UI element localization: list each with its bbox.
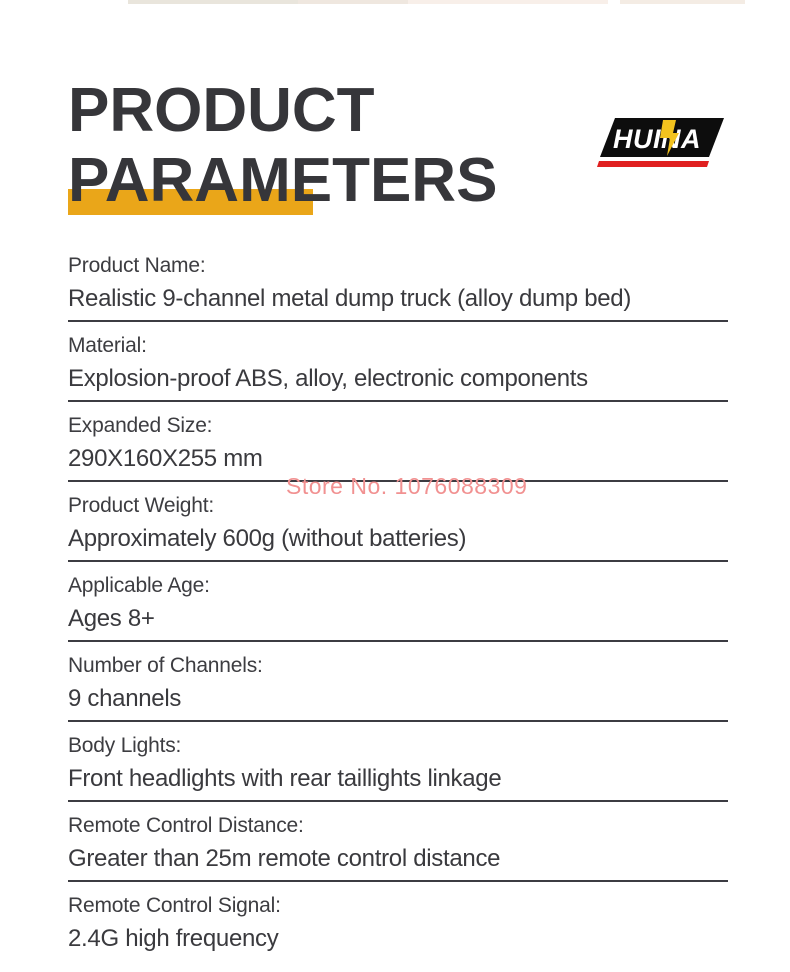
parameter-label: Number of Channels:: [68, 654, 263, 677]
top-banner-remnant-segment: [128, 0, 298, 4]
parameter-row: [68, 322, 728, 402]
parameter-value: Realistic 9-channel metal dump truck (alloy dump bed): [68, 285, 632, 312]
page-title-line2: PARAMETERS: [68, 146, 498, 215]
parameter-row: [68, 562, 728, 642]
logo-red-stripe: [597, 161, 709, 167]
parameter-label: Remote Control Distance:: [68, 814, 304, 837]
huina-logo-graphic: [597, 116, 731, 170]
huina-brand-logo: [597, 116, 731, 175]
parameter-list: [68, 242, 728, 962]
top-banner-remnant: [0, 0, 790, 5]
parameter-row: [68, 722, 728, 802]
parameter-value: 290X160X255 mm: [68, 445, 263, 472]
parameter-row: [68, 402, 728, 482]
parameter-label: Applicable Age:: [68, 574, 210, 597]
parameter-value: Explosion-proof ABS, alloy, electronic components: [68, 365, 588, 392]
parameter-row: [68, 802, 728, 882]
parameter-label: Expanded Size:: [68, 414, 213, 437]
store-number-watermark: Store No. 1076088309: [286, 473, 528, 499]
parameter-row: [68, 642, 728, 722]
parameter-label: Body Lights:: [68, 734, 182, 757]
top-banner-remnant-segment: [408, 0, 608, 4]
top-banner-remnant-segment: [298, 0, 408, 4]
parameter-row: [68, 242, 728, 322]
page-title-line1: PRODUCT: [68, 76, 375, 145]
parameter-label: Product Name:: [68, 254, 206, 277]
parameter-value: 2.4G high frequency: [68, 925, 279, 952]
parameter-label: Material:: [68, 334, 147, 357]
parameter-value: Greater than 25m remote control distance: [68, 845, 501, 872]
parameter-label: Product Weight:: [68, 494, 215, 517]
parameter-label: Remote Control Signal:: [68, 894, 281, 917]
parameter-value: Approximately 600g (without batteries): [68, 525, 467, 552]
parameter-row: [68, 882, 728, 962]
logo-wordmark: HUINA: [613, 124, 701, 154]
parameter-value: Front headlights with rear taillights linkage: [68, 765, 502, 792]
top-banner-remnant-segment: [620, 0, 745, 4]
parameter-value: 9 channels: [68, 685, 182, 712]
page-title: [68, 76, 497, 216]
parameter-value: Ages 8+: [68, 605, 155, 632]
